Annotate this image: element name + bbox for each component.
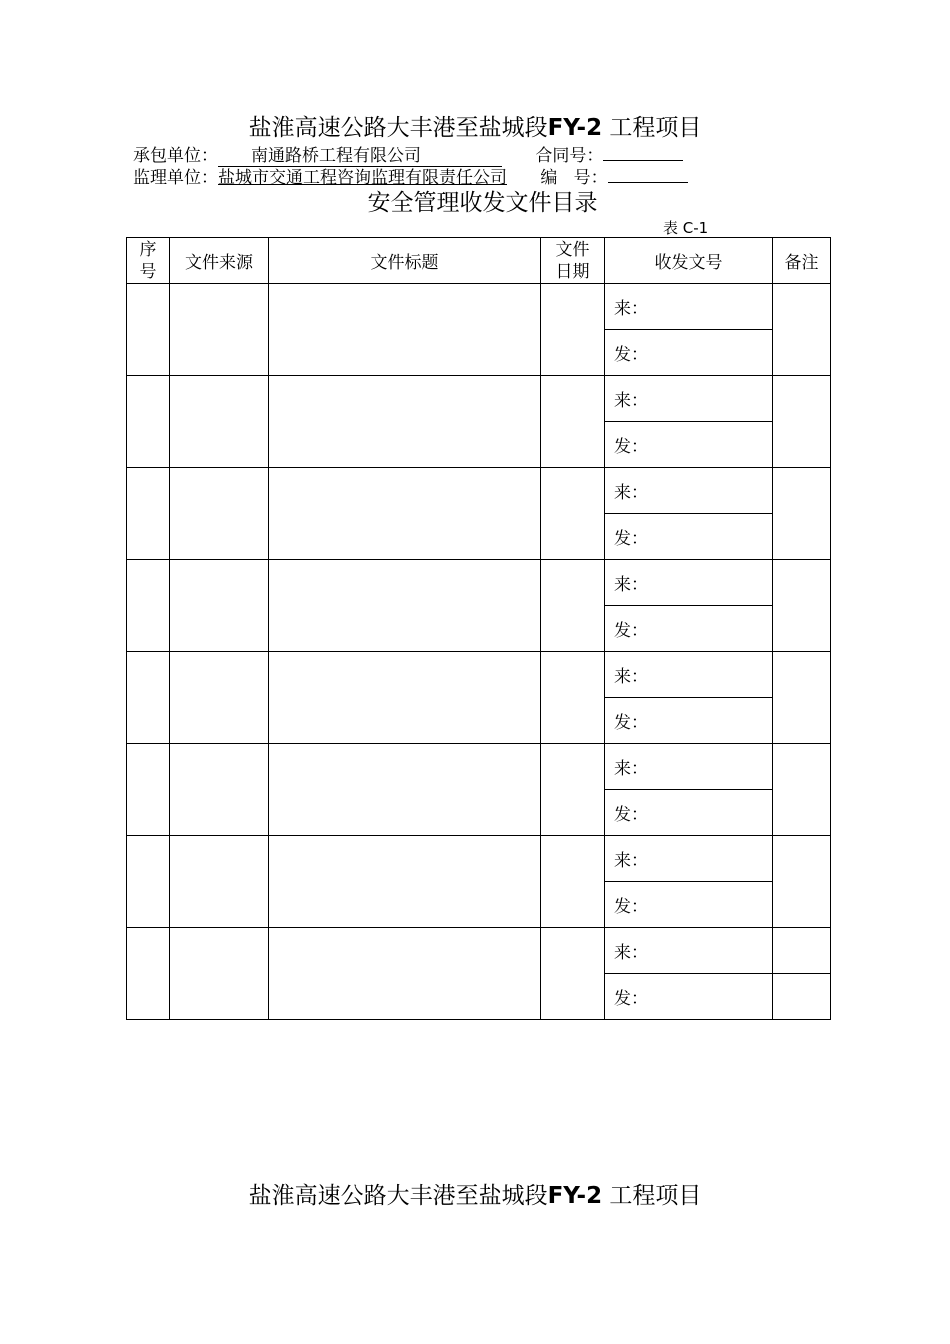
seq-cell[interactable] xyxy=(127,376,170,468)
table-row xyxy=(127,836,831,882)
seq-cell[interactable] xyxy=(127,836,170,928)
source-cell[interactable] xyxy=(170,744,269,836)
header-seq: 序 号 xyxy=(127,238,170,284)
table-row xyxy=(127,744,831,790)
footer-title-code: FY-2 xyxy=(547,1183,603,1209)
table-number: 表 C-1 xyxy=(663,219,709,237)
seq-cell[interactable] xyxy=(127,284,170,376)
header-doc-title: 文件标题 xyxy=(269,238,541,284)
receive-number-cell[interactable]: 来： xyxy=(605,652,773,698)
doc-title-cell[interactable] xyxy=(269,928,541,1020)
source-cell[interactable] xyxy=(170,652,269,744)
date-cell[interactable] xyxy=(541,468,605,560)
table-row xyxy=(127,468,831,514)
send-number-cell[interactable]: 发： xyxy=(605,882,773,928)
receive-number-cell[interactable]: 来： xyxy=(605,744,773,790)
supervisor-label: 监理单位： xyxy=(133,168,218,188)
seq-cell[interactable] xyxy=(127,560,170,652)
seq-cell[interactable] xyxy=(127,652,170,744)
source-cell[interactable] xyxy=(170,560,269,652)
contract-number-blank xyxy=(603,144,683,161)
seq-cell[interactable] xyxy=(127,468,170,560)
source-cell[interactable] xyxy=(170,376,269,468)
send-number-cell[interactable]: 发： xyxy=(605,514,773,560)
contractor-value: 南通路桥工程有限公司 xyxy=(251,146,421,166)
remarks-cell[interactable] xyxy=(773,284,831,376)
receive-number-cell[interactable]: 来： xyxy=(605,560,773,606)
remarks-cell[interactable] xyxy=(773,468,831,560)
remarks-cell[interactable] xyxy=(773,744,831,836)
serial-number-label: 编 号： xyxy=(540,168,608,188)
send-number-cell[interactable]: 发： xyxy=(605,698,773,744)
send-number-cell[interactable]: 发： xyxy=(605,606,773,652)
table-row xyxy=(127,560,831,606)
source-cell[interactable] xyxy=(170,928,269,1020)
receive-number-cell[interactable]: 来： xyxy=(605,928,773,974)
footer-title-suffix: 工程项目 xyxy=(609,1183,702,1209)
table-header-row xyxy=(127,238,831,284)
remarks-cell[interactable] xyxy=(773,560,831,652)
doc-title-cell[interactable] xyxy=(269,836,541,928)
supervisor-value: 盐城市交通工程咨询监理有限责任公司 xyxy=(218,168,507,188)
header-doc-number: 收发文号 xyxy=(605,238,773,284)
project-title-code: FY-2 xyxy=(547,115,603,141)
receive-number-cell[interactable]: 来： xyxy=(605,376,773,422)
doc-title-cell[interactable] xyxy=(269,376,541,468)
table-row xyxy=(127,376,831,422)
remarks-cell[interactable] xyxy=(773,974,831,1020)
header-remarks: 备注 xyxy=(773,238,831,284)
contractor-value-field xyxy=(218,147,502,167)
seq-cell[interactable] xyxy=(127,744,170,836)
receive-number-cell[interactable]: 来： xyxy=(605,468,773,514)
doc-title-cell[interactable] xyxy=(269,652,541,744)
table-row xyxy=(127,652,831,698)
contractor-line xyxy=(133,144,683,167)
date-cell[interactable] xyxy=(541,284,605,376)
source-cell[interactable] xyxy=(170,284,269,376)
footer-title-prefix: 盐淮高速公路大丰港至盐城段 xyxy=(248,1183,548,1209)
send-number-cell[interactable]: 发： xyxy=(605,974,773,1020)
send-number-cell[interactable]: 发： xyxy=(605,330,773,376)
supervisor-line xyxy=(133,166,688,189)
doc-title-cell[interactable] xyxy=(269,284,541,376)
date-cell[interactable] xyxy=(541,744,605,836)
header-source: 文件来源 xyxy=(170,238,269,284)
date-cell[interactable] xyxy=(541,928,605,1020)
date-cell[interactable] xyxy=(541,836,605,928)
receive-number-cell[interactable]: 来： xyxy=(605,284,773,330)
date-cell[interactable] xyxy=(541,652,605,744)
remarks-cell[interactable] xyxy=(773,928,831,974)
date-cell[interactable] xyxy=(541,376,605,468)
remarks-cell[interactable] xyxy=(773,652,831,744)
send-number-cell[interactable]: 发： xyxy=(605,422,773,468)
source-cell[interactable] xyxy=(170,468,269,560)
doc-title-cell[interactable] xyxy=(269,744,541,836)
contractor-label: 承包单位： xyxy=(133,146,218,166)
project-title-suffix: 工程项目 xyxy=(609,115,702,141)
doc-title-cell[interactable] xyxy=(269,560,541,652)
date-cell[interactable] xyxy=(541,560,605,652)
header-date: 文件 日期 xyxy=(541,238,605,284)
remarks-cell[interactable] xyxy=(773,376,831,468)
document-register-table xyxy=(126,237,831,1020)
project-title-prefix: 盐淮高速公路大丰港至盐城段 xyxy=(248,115,548,141)
contract-number-label: 合同号： xyxy=(535,146,604,166)
remarks-cell[interactable] xyxy=(773,836,831,928)
project-title xyxy=(0,113,950,143)
source-cell[interactable] xyxy=(170,836,269,928)
footer-project-title xyxy=(0,1181,950,1211)
seq-cell[interactable] xyxy=(127,928,170,1020)
table-row xyxy=(127,928,831,974)
send-number-cell[interactable]: 发： xyxy=(605,790,773,836)
receive-number-cell[interactable]: 来： xyxy=(605,836,773,882)
serial-number-blank xyxy=(608,166,688,183)
form-title: 安全管理收发文件目录 xyxy=(367,190,598,216)
table-row xyxy=(127,284,831,330)
doc-title-cell[interactable] xyxy=(269,468,541,560)
